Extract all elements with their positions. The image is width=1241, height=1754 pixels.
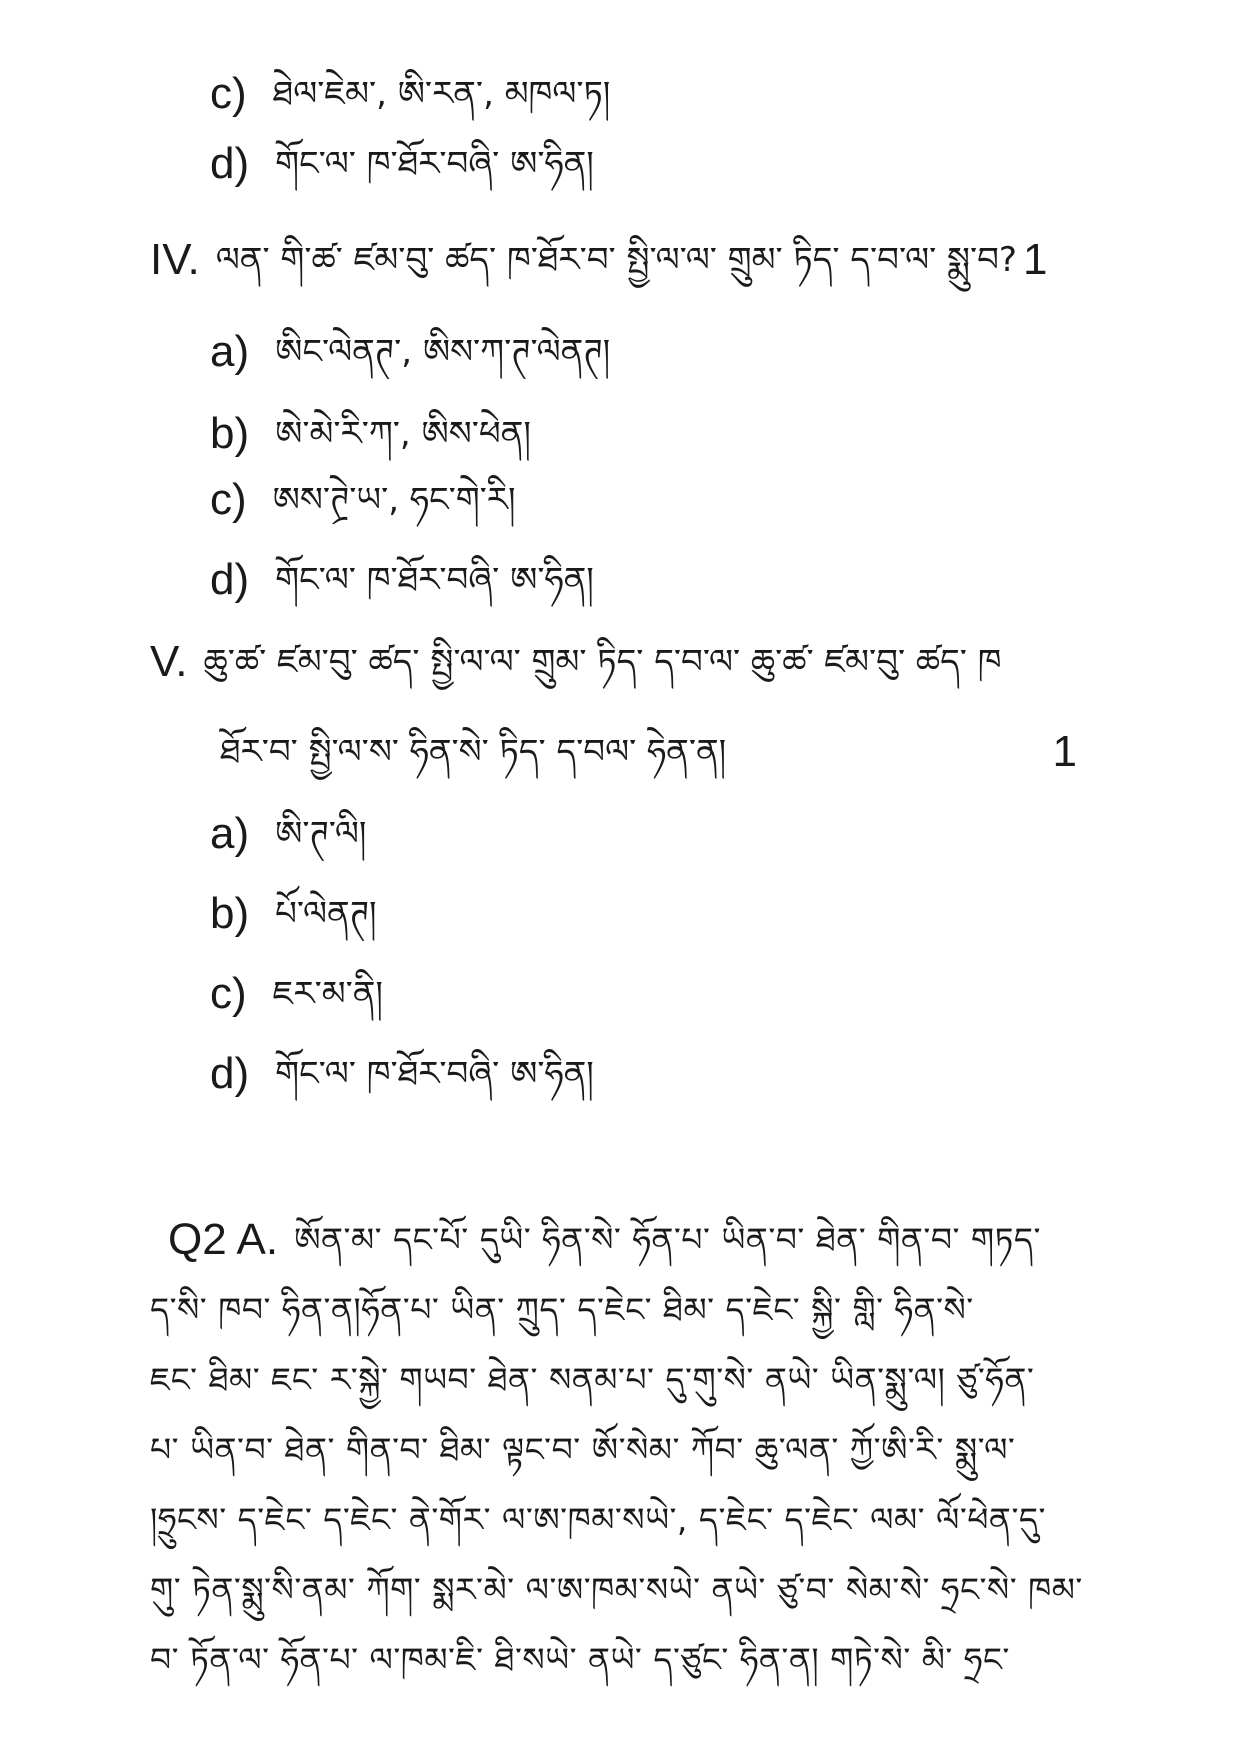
question-text-line2: ཐོར་བ་ སྤྱི་ལ་ས་ ཧིན་སེ་ ཏིད་ ད་བལ་ ཧེན་ན། (220, 731, 727, 772)
q2-text-line: གུ་ ཏེན་སྨུ་སི་ནམ་ ཀོག་ སྨར་མེ་ ལ་ཨ་ཁམ་སཡེ་ ནཡེ་ ཙུ་བ་ སེམ་སེ་ ཧྲང་སེ་ ཁམ་ (150, 1570, 1083, 1609)
question-iv (150, 235, 1091, 284)
option-letter: d) (210, 1049, 250, 1098)
iv-option-a (210, 327, 611, 376)
option-text: གོང་ལ་ ཁ་ཐོར་བཞི་ ཨ་ཧིན། (275, 559, 594, 600)
option-letter: d) (210, 555, 250, 604)
option-text: ཨས་ཊྲེ་ཡ་, ཧང་གེ་རི། (272, 479, 516, 520)
option-letter: c) (210, 475, 247, 524)
option-letter: b) (210, 889, 250, 938)
option-text: ཨི་ཊ་ལི། (275, 813, 367, 854)
q2-paragraph-line (150, 1640, 1090, 1680)
option-letter: a) (210, 809, 250, 858)
question-marks: 1 (1052, 727, 1077, 776)
v-option-b (210, 889, 377, 938)
q2-paragraph-line (150, 1360, 1090, 1400)
q2-text-line: ད་སི་ ཁབ་ ཧིན་ན།ཧོན་པ་ ཡིན་ ཀྲུད་ ད་ཇེང་ ཐིམ་ ད་ཇེང་ སྐྱི་ གླི་ ཧིན་སེ་ (150, 1290, 974, 1329)
option-text: གོང་ལ་ ཁ་ཐོར་བཞི་ ཨ་ཧིན། (275, 143, 594, 184)
option-text: ཨིང་ལེནཊ་, ཨིས་ཀ་ཊ་ལེནཊ། (275, 331, 611, 372)
question-number: V. (150, 637, 188, 686)
q2-text-line: པ་ ཡིན་བ་ ཐེན་ གིན་བ་ ཐིམ་ ལྟང་བ་ ཨོ་སེམ་ ཀོབ་ ཆུ་ལན་ ཀྱོ་ཨི་རི་ སྨུ་ལ་ (150, 1430, 1016, 1469)
question-v (150, 637, 1091, 686)
v-option-c (210, 969, 383, 1018)
option-c-top (210, 69, 611, 118)
v-option-d (210, 1049, 594, 1098)
option-text: པོ་ལེནཊ། (275, 893, 377, 934)
q2-text-line: བ་ ཏོན་ལ་ ཧོན་པ་ ལ་ཁམ་ཇི་ ཐི་སཡེ་ ནཡེ་ ད་ཙུང་ ཧིན་ན། གཏེ་སེ་ མི་ ཧྲང་ (150, 1640, 1010, 1679)
iv-option-b (210, 409, 531, 458)
q2-first-line (168, 1215, 1108, 1264)
question-number: IV. (150, 235, 200, 284)
v-option-a (210, 809, 367, 858)
option-letter: c) (210, 69, 247, 118)
q2-paragraph-line (150, 1570, 1090, 1610)
iv-option-c (210, 475, 516, 524)
option-letter: a) (210, 327, 250, 376)
question-text: ལན་ གི་ཚ་ ཛམ་བུ་ ཚད་ ཁ་ཐོར་བ་ སྤྱི་ལ་ལ་ གྲུམ་ ཏིད་ ད་བ་ལ་ སྨུ་བ? (215, 239, 1017, 280)
q2-text-line: ཨོན་མ་ དང་པོ་ དུཡི་ ཧིན་སེ་ ཧོན་པ་ ཡིན་བ་ ཐེན་ གིན་བ་ གཏད་ (294, 1220, 1041, 1260)
question-text-line1: ཆུ་ཚ་ ཛམ་བུ་ ཚད་ སྤྱི་ལ་ལ་ གྲུམ་ ཏིད་ ད་བ་ལ་ ཆུ་ཚ་ ཛམ་བུ་ ཚད་ ཁ (203, 641, 1002, 682)
question-marks: 1 (1022, 235, 1048, 284)
option-letter: d) (210, 139, 250, 188)
option-text: ཐེལ་ཇེམ་, ཨི་རན་, མཁལ་ཏ། (272, 73, 611, 114)
q2-text-line: ཇང་ ཐིམ་ ཇང་ ར་སྐྱེ་ གཡབ་ ཐེན་ སནམ་པ་ དུ་གུ་སེ་ ནཡེ་ ཡིན་སྨུ་ལ། ཙུ་ཧོན་ (150, 1360, 1035, 1399)
option-text: གོང་ལ་ ཁ་ཐོར་བཞི་ ཨ་ཧིན། (275, 1053, 594, 1094)
q2-text-line: །ཧྲུངས་ ད་ཇེང་ ད་ཇེང་ ནེ་གོར་ ལ་ཨ་ཁམ་སཡེ་, ད་ཇེང་ ད་ཇེང་ ལམ་ ལོ་ཕེན་དུ་ (150, 1500, 1046, 1539)
option-text: ཇར་མ་ནི། (272, 973, 383, 1014)
option-text: ཨེ་མེ་རི་ཀ་, ཨིས་ཕེན། (275, 413, 531, 454)
q2-paragraph-line (150, 1430, 1090, 1470)
option-d-top (210, 139, 594, 188)
iv-option-d (210, 555, 594, 604)
q2-paragraph-line (150, 1290, 1090, 1330)
q2-paragraph-line (150, 1500, 1090, 1540)
q2-label: Q2 A. (168, 1215, 279, 1264)
option-letter: b) (210, 409, 250, 458)
question-v-continued (220, 727, 1091, 776)
option-letter: c) (210, 969, 247, 1018)
